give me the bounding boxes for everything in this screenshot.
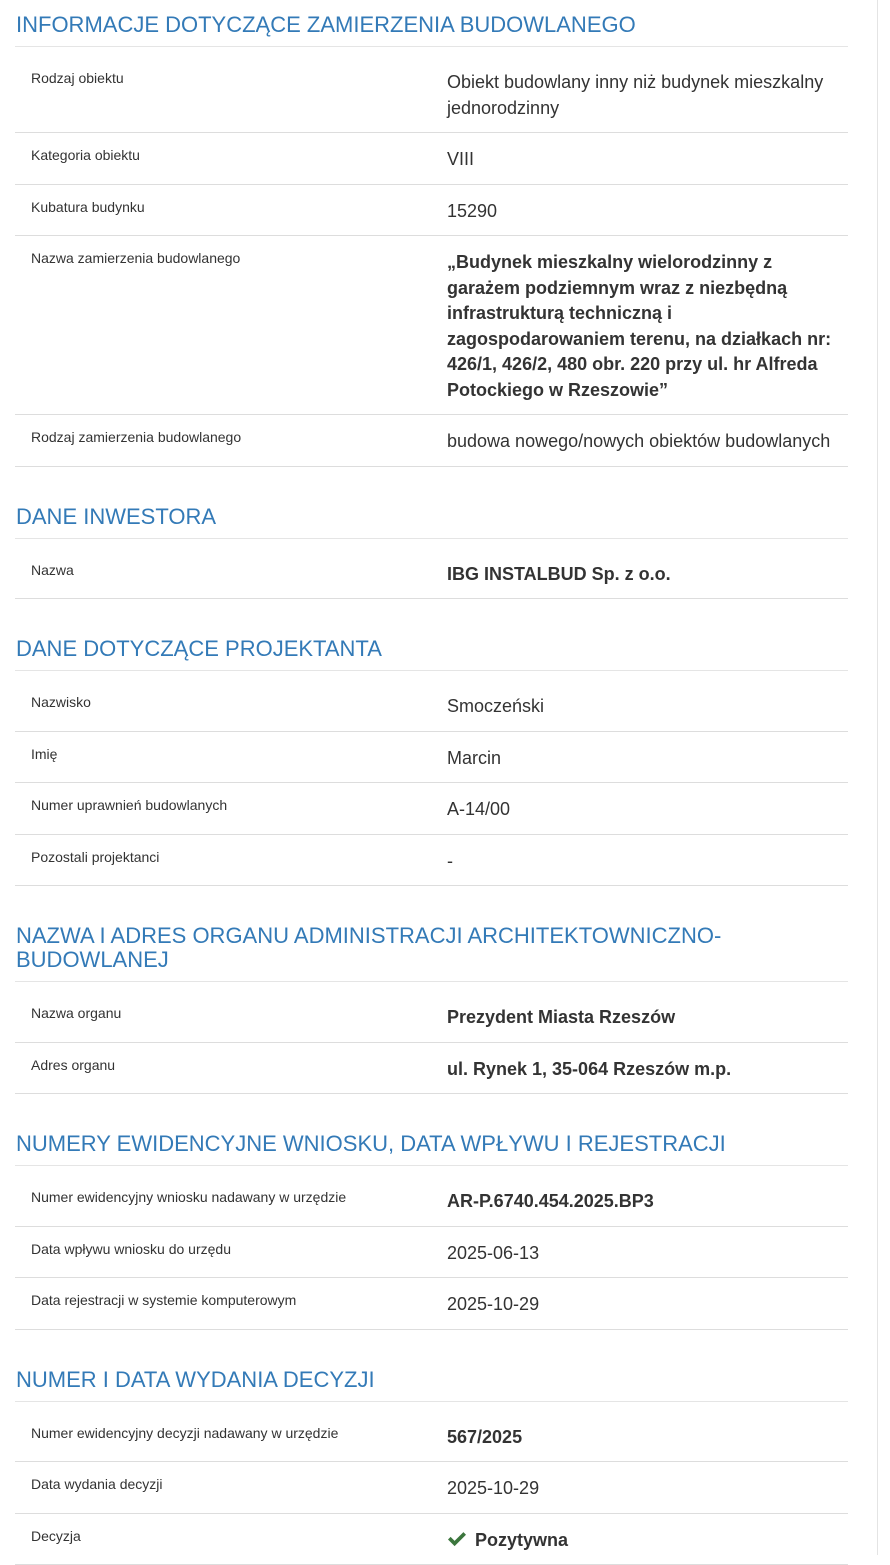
detail-value: ul. Rynek 1, 35-064 Rzeszów m.p. [447,1053,848,1083]
detail-list [15,1175,848,1330]
detail-label: Numer uprawnień budowlanych [15,793,447,823]
detail-value: VIII [447,143,848,173]
section-application-numbers [15,1094,848,1330]
detail-value: AR-P.6740.454.2025.BP3 [447,1185,848,1215]
detail-label: Pozostali projektanci [15,845,447,875]
detail-label: Imię [15,742,447,772]
decision-result: Pozytywna [475,1530,568,1550]
detail-label: Rodzaj obiektu [15,66,447,121]
detail-list [15,991,848,1094]
detail-value: - [447,845,848,875]
detail-label: Rodzaj zamierzenia budowlanego [15,425,447,455]
section-title: NUMERY EWIDENCYJNE WNIOSKU, DATA WPŁYWU I REJESTRACJI [15,1094,848,1166]
detail-row-first-name [15,732,848,784]
detail-label: Data rejestracji w systemie komputerowym [15,1288,447,1318]
detail-value: A-14/00 [447,793,848,823]
detail-row-other-designers [15,835,848,887]
detail-value: 2025-10-29 [447,1472,848,1502]
detail-row-project-name [15,236,848,415]
detail-row-object-category [15,133,848,185]
detail-value: 15290 [447,195,848,225]
detail-label: Kubatura budynku [15,195,447,225]
detail-row-building-volume [15,185,848,237]
section-title: INFORMACJE DOTYCZĄCE ZAMIERZENIA BUDOWLANEGO [15,0,848,47]
detail-label: Numer ewidencyjny decyzji nadawany w urzędzie [15,1421,447,1451]
section-project-info [15,0,848,467]
section-title: DANE INWESTORA [15,467,848,539]
check-icon [447,1530,467,1548]
detail-value: Smoczeński [447,690,848,720]
detail-value: budowa nowego/nowych obiektów budowlanych [447,425,848,455]
detail-row-authority-name [15,991,848,1043]
detail-label: Adres organu [15,1053,447,1083]
detail-row-surname [15,680,848,732]
section-title: NUMER I DATA WYDANIA DECYZJI [15,1330,848,1402]
detail-list [15,680,848,886]
detail-row-authority-address [15,1043,848,1095]
section-title: DANE DOTYCZĄCE PROJEKTANTA [15,599,848,671]
detail-label: Nazwisko [15,690,447,720]
detail-value: Obiekt budowlany inny niż budynek mieszkalny jednorodzinny [447,66,848,121]
detail-label: Numer ewidencyjny wniosku nadawany w urzędzie [15,1185,447,1215]
detail-row-application-number [15,1175,848,1227]
detail-label: Data wydania decyzji [15,1472,447,1502]
detail-row-investor-name [15,548,848,600]
detail-label: Kategoria obiektu [15,143,447,173]
detail-label: Nazwa organu [15,1001,447,1031]
detail-label: Data wpływu wniosku do urzędu [15,1237,447,1267]
detail-list [15,56,848,467]
section-decision [15,1330,848,1565]
detail-row-receipt-date [15,1227,848,1279]
detail-row-decision-number [15,1411,848,1463]
permit-details [15,0,848,1565]
detail-row-project-type [15,415,848,467]
detail-row-object-type [15,56,848,133]
detail-value: 2025-10-29 [447,1288,848,1318]
detail-row-decision [15,1514,848,1565]
detail-value: IBG INSTALBUD Sp. z o.o. [447,558,848,588]
detail-row-registration-date [15,1278,848,1330]
detail-list [15,548,848,600]
detail-value: „Budynek mieszkalny wielorodzinny z garażem podziemnym wraz z niezbędną infrastrukturą techniczną i zagospodarowaniem terenu, na działkach nr: 426/1, 426/2, 480 obr. 220 przy ul. hr Alfreda Potockiego w Rzeszowie” [447,246,848,403]
detail-row-license-number [15,783,848,835]
detail-value: 567/2025 [447,1421,848,1451]
detail-label: Nazwa [15,558,447,588]
detail-row-decision-date [15,1462,848,1514]
detail-label: Nazwa zamierzenia budowlanego [15,246,447,403]
detail-list [15,1411,848,1565]
detail-value: Prezydent Miasta Rzeszów [447,1001,848,1031]
detail-label: Decyzja [15,1524,447,1554]
detail-value: Marcin [447,742,848,772]
detail-value: 2025-06-13 [447,1237,848,1267]
section-authority [15,886,848,1094]
detail-value-decision [447,1524,848,1554]
scrollbar-track[interactable] [877,0,890,1555]
section-title: NAZWA I ADRES ORGANU ADMINISTRACJI ARCHITEKTOWNICZNO-BUDOWLANEJ [15,886,848,982]
section-designer [15,599,848,886]
section-investor [15,467,848,600]
